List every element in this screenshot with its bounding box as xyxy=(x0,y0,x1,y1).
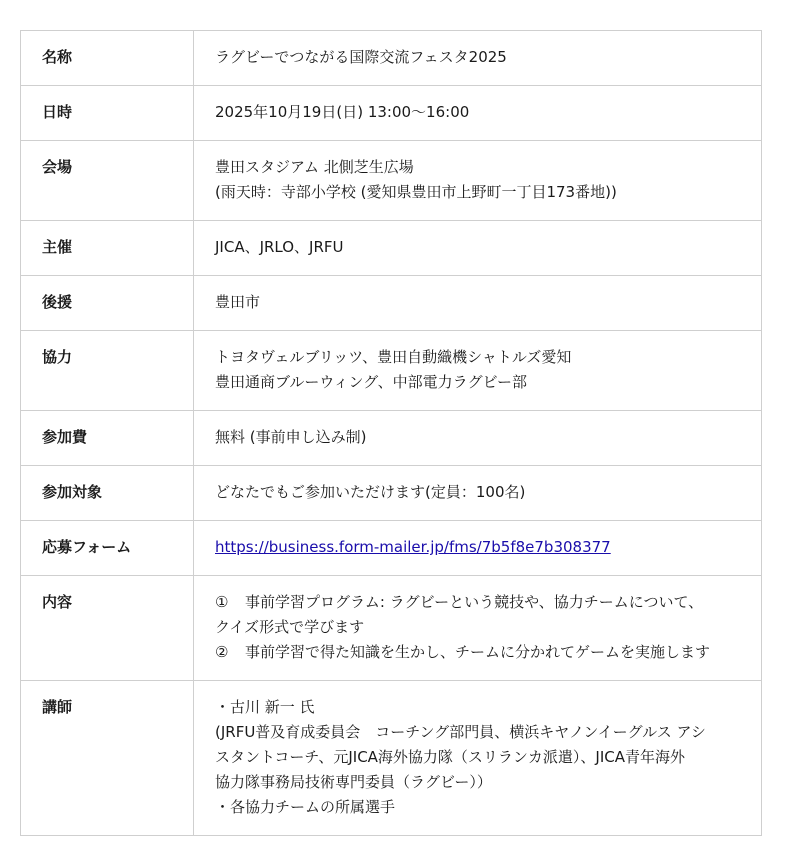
label-form: 応募フォーム xyxy=(42,538,132,556)
application-form-link[interactable]: https://business.form-mailer.jp/fms/7b5f8e7b308377 xyxy=(215,538,611,556)
row-value xyxy=(194,31,762,86)
event-info-table-wrapper xyxy=(20,30,762,836)
fee: 無料 (事前申し込み制) xyxy=(215,428,367,446)
row-value xyxy=(194,141,762,221)
row-value xyxy=(194,411,762,466)
instructor-line-5: ・各協力チームの所属選手 xyxy=(215,798,396,816)
row-label xyxy=(21,221,194,276)
row-value xyxy=(194,221,762,276)
row-value xyxy=(194,466,762,521)
row-value xyxy=(194,681,762,836)
content-item-2-text: 事前学習で得た知識を生かし、チームに分かれてゲームを実施します xyxy=(245,643,711,661)
label-datetime: 日時 xyxy=(42,103,73,121)
row-label xyxy=(21,31,194,86)
table-row-target xyxy=(21,466,762,521)
item-marker-1: ① xyxy=(215,593,229,611)
cooperation-line-1: トヨタヴェルブリッツ、豊田自動織機シャトルズ愛知 xyxy=(215,348,572,366)
row-value xyxy=(194,331,762,411)
row-label xyxy=(21,141,194,221)
content-item-2 xyxy=(215,640,749,665)
label-organizer: 主催 xyxy=(42,238,73,256)
label-cooperation: 協力 xyxy=(42,348,73,366)
label-content: 内容 xyxy=(42,593,73,611)
label-instructor: 講師 xyxy=(42,698,73,716)
organizers: JICA、JRLO、JRFU xyxy=(215,238,344,256)
instructor-line-1: ・古川 新一 氏 xyxy=(215,698,315,716)
table-row-organizer xyxy=(21,221,762,276)
cooperation-line-2: 豊田通商ブルーウィング、中部電力ラグビー部 xyxy=(215,373,528,391)
content-item-1-text: 事前学習プログラム: ラグビーという競技や、協力チームについて、 xyxy=(245,593,704,611)
content-item-1 xyxy=(215,590,749,615)
row-value xyxy=(194,521,762,576)
row-label xyxy=(21,86,194,141)
table-row-cooperation xyxy=(21,331,762,411)
row-label xyxy=(21,466,194,521)
table-row-support xyxy=(21,276,762,331)
instructor-line-4: 協力隊事務局技術専門委員（ラグビー）） xyxy=(215,773,492,791)
event-info-table xyxy=(20,30,762,836)
instructor-line-3: スタントコーチ、元JICA海外協力隊（スリランカ派遣）、JICA青年海外 xyxy=(215,748,686,766)
target-audience: どなたでもご参加いただけます(定員：100名) xyxy=(215,483,526,501)
row-label xyxy=(21,276,194,331)
venue-main: 豊田スタジアム 北側芝生広場 xyxy=(215,158,414,176)
label-support: 後援 xyxy=(42,293,73,311)
row-label xyxy=(21,576,194,681)
label-fee: 参加費 xyxy=(42,428,88,446)
row-label xyxy=(21,331,194,411)
label-target: 参加対象 xyxy=(42,483,103,501)
row-label xyxy=(21,411,194,466)
event-datetime: 2025年10月19日(日) 13:00〜16:00 xyxy=(215,103,470,121)
row-label xyxy=(21,681,194,836)
supporter: 豊田市 xyxy=(215,293,261,311)
item-marker-2: ② xyxy=(215,643,229,661)
row-value xyxy=(194,576,762,681)
table-row-datetime xyxy=(21,86,762,141)
label-name: 名称 xyxy=(42,48,73,66)
row-value xyxy=(194,86,762,141)
label-venue: 会場 xyxy=(42,158,73,176)
venue-rain: (雨天時：寺部小学校 (愛知県豊田市上野町一丁目173番地)) xyxy=(215,183,617,201)
row-value xyxy=(194,276,762,331)
table-row-name xyxy=(21,31,762,86)
table-row-fee xyxy=(21,411,762,466)
table-row-form xyxy=(21,521,762,576)
table-row-venue xyxy=(21,141,762,221)
content-item-1-cont: クイズ形式で学びます xyxy=(215,618,365,636)
instructor-line-2: (JRFU普及育成委員会 コーチング部門員、横浜キヤノンイーグルス アシ xyxy=(215,723,706,741)
table-row-content xyxy=(21,576,762,681)
row-label xyxy=(21,521,194,576)
table-row-instructor xyxy=(21,681,762,836)
event-name: ラグビーでつながる国際交流フェスタ2025 xyxy=(215,48,507,66)
